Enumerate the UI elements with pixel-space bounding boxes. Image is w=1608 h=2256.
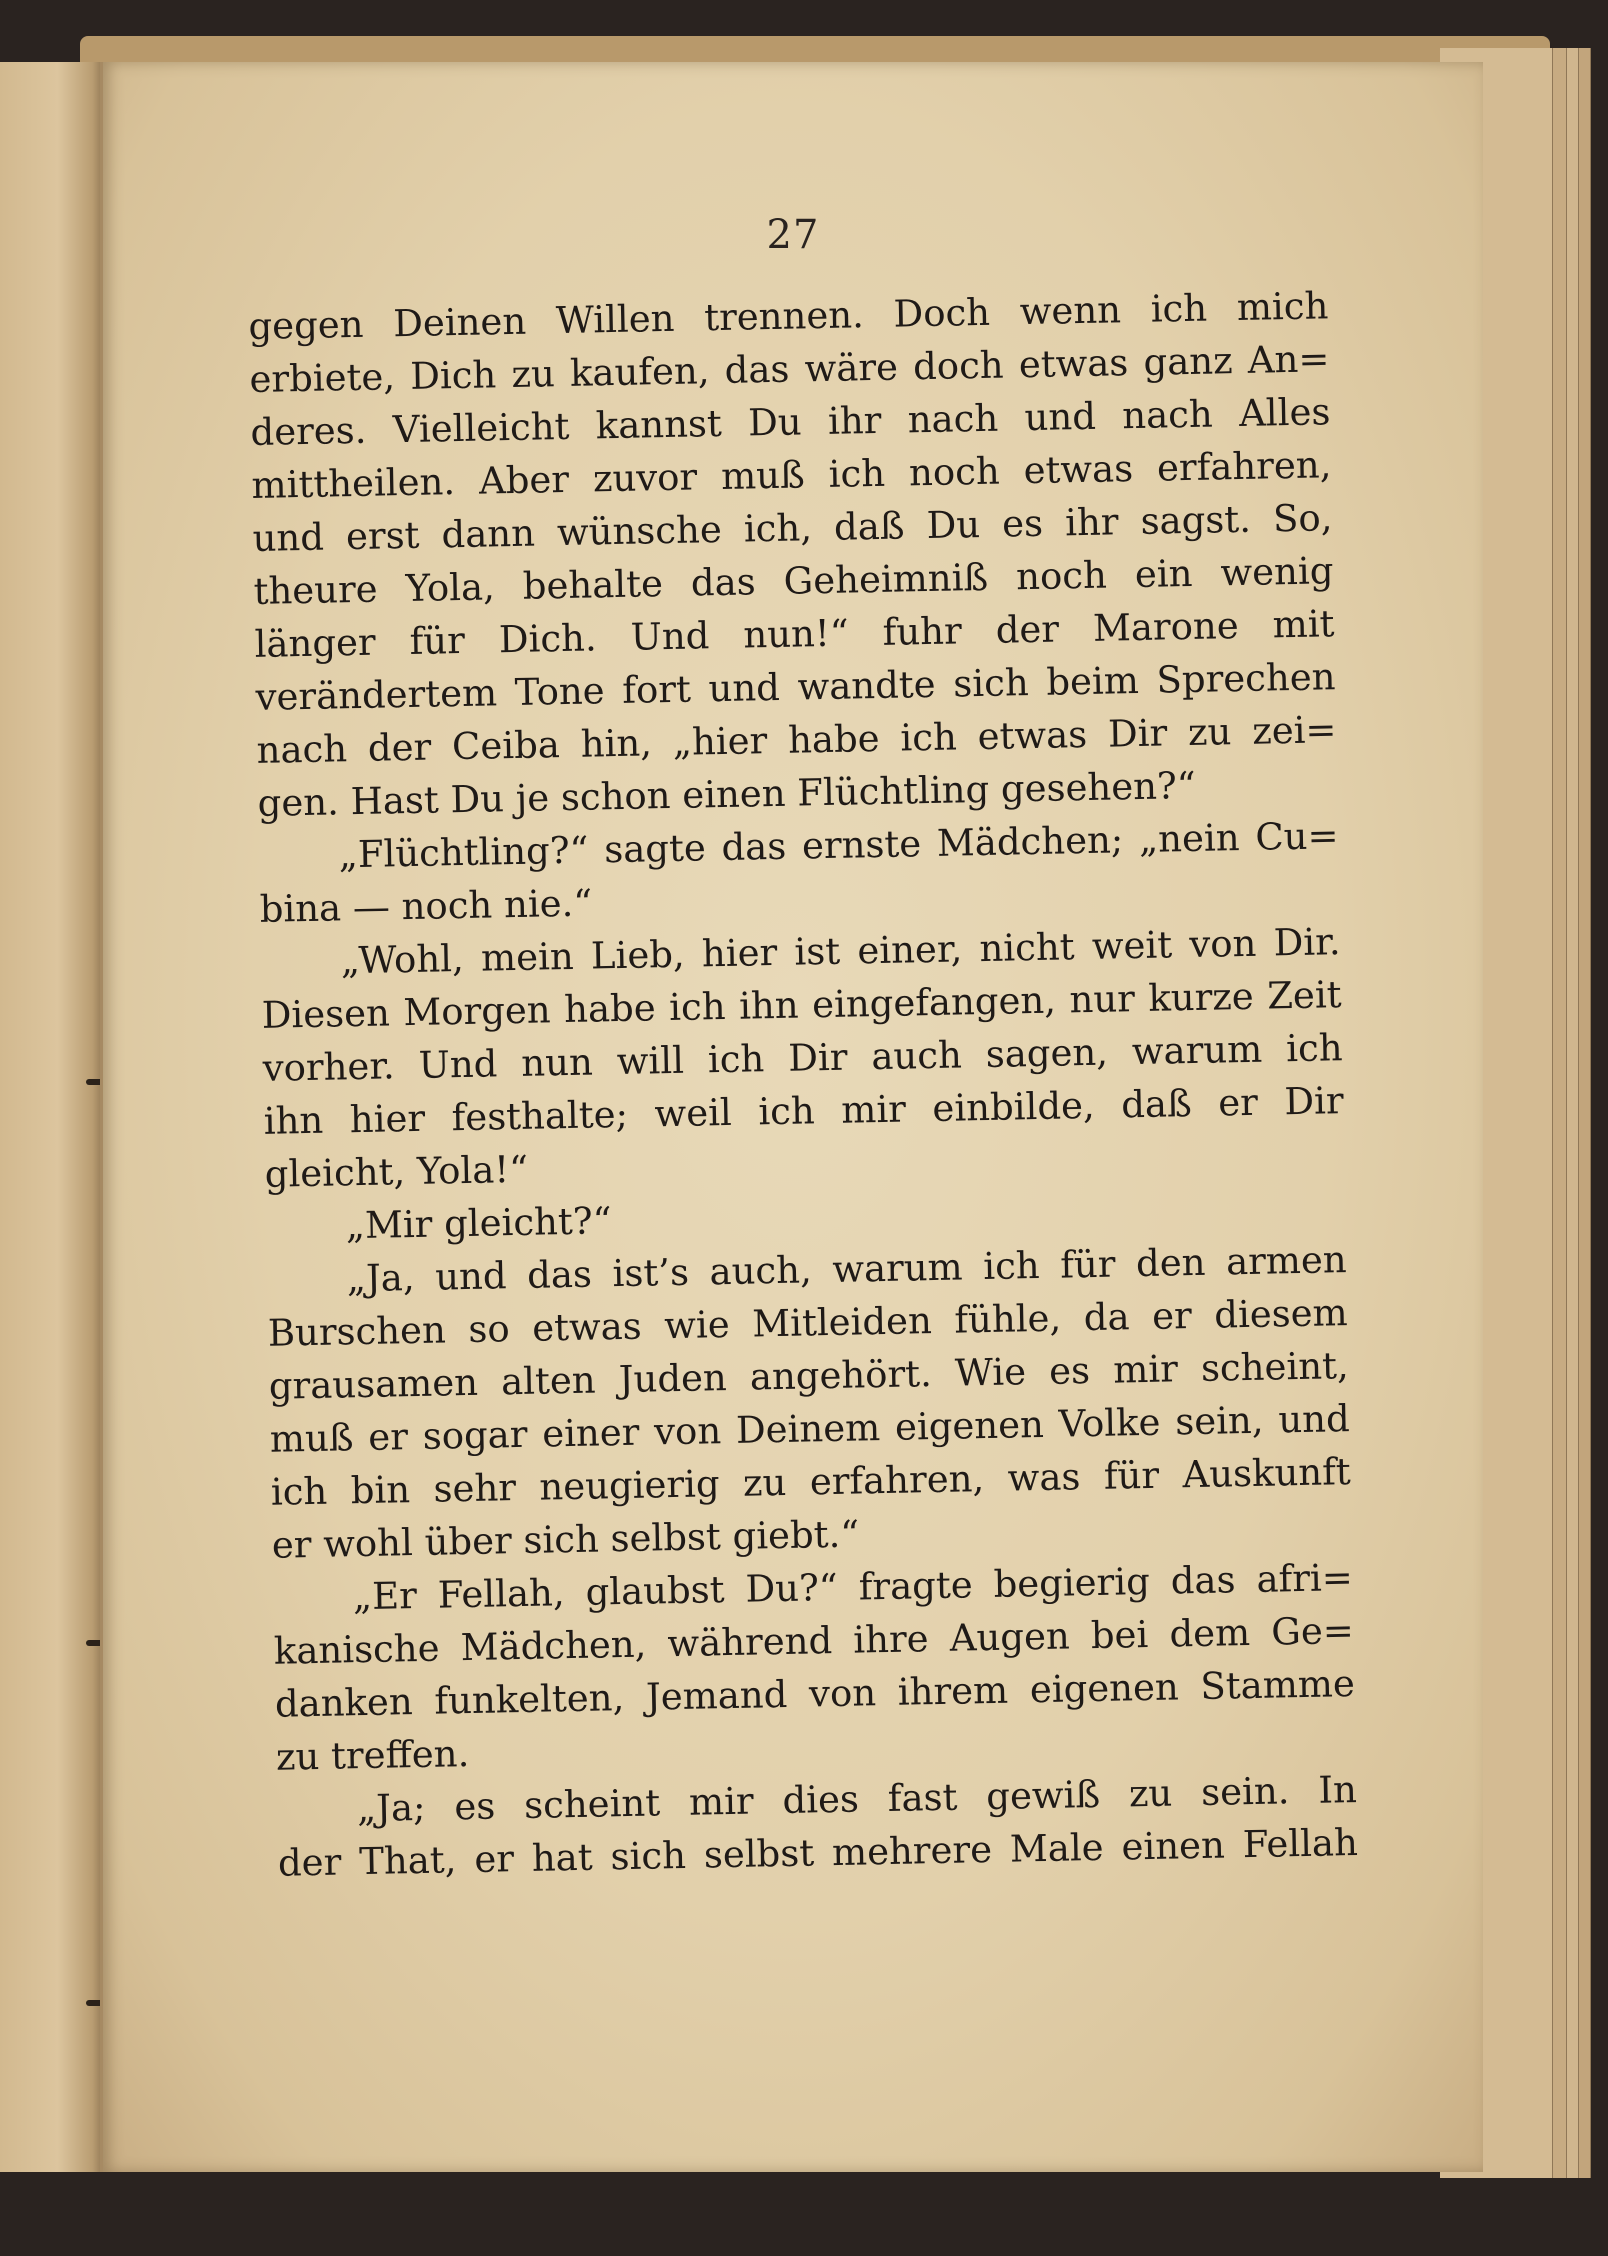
page-text bbox=[248, 279, 1358, 1889]
text-line: kanische Mädchen, während ihre Augen bei dem Ge= bbox=[273, 1609, 1355, 1673]
book-page bbox=[100, 62, 1483, 2172]
page-number: 27 bbox=[766, 212, 820, 258]
text-line: deres. Vielleicht kannst Du ihr nach und nach Alles bbox=[250, 390, 1331, 454]
text-line: danken funkelten, Jemand von ihrem eigenen Stamme bbox=[274, 1662, 1356, 1726]
text-line: und erst dann wünsche ich, daß Du es ihr sagst. So, bbox=[252, 496, 1333, 560]
text-line: Burschen so etwas wie Mitleiden fühle, da er diesem bbox=[267, 1291, 1349, 1355]
text-line: bina — noch nie.“ bbox=[259, 881, 593, 931]
text-line: „Ja; es scheint mir dies fast gewiß zu sein. In bbox=[356, 1767, 1358, 1831]
text-line: er wohl über sich selbst giebt.“ bbox=[271, 1512, 860, 1567]
text-line: verändertem Tone fort und wandte sich beim Sprechen bbox=[255, 655, 1336, 719]
text-line: erbiete, Dich zu kaufen, das wäre doch etwas ganz An= bbox=[249, 337, 1330, 401]
text-line: „Ja, und das ist’s auch, warum ich für den armen bbox=[346, 1238, 1348, 1301]
text-line: „Flüchtling?“ sagte das ernste Mädchen; „nein Cu= bbox=[338, 814, 1339, 877]
text-line: ihn hier festhalte; weil ich mir einbilde, daß er Dir bbox=[263, 1079, 1344, 1143]
text-line: theure Yola, behalte das Geheimniß noch ein wenig bbox=[253, 549, 1334, 613]
text-line: Diesen Morgen habe ich ihn eingefangen, nur kurze Zeit bbox=[261, 973, 1342, 1037]
text-line: vorher. Und nun will ich Dir auch sagen, warum ich bbox=[262, 1026, 1343, 1090]
text-line: gen. Hast Du je schon einen Flüchtling gesehen?“ bbox=[257, 763, 1197, 825]
text-line: „Wohl, mein Lieb, hier ist einer, nicht weit von Dir. bbox=[340, 920, 1341, 983]
text-line: muß er sogar einer von Deinem eigenen Volke sein, und bbox=[269, 1397, 1351, 1461]
text-line: der That, er hat sich selbst mehrere Male einen Fellah bbox=[277, 1820, 1359, 1885]
text-line: ich bin sehr neugierig zu erfahren, was für Auskunft bbox=[270, 1450, 1352, 1514]
text-line: gegen Deinen Willen trennen. Doch wenn ich mich bbox=[248, 284, 1329, 348]
previous-page-edge bbox=[0, 62, 107, 2172]
text-line: nach der Ceiba hin, „hier habe ich etwas Dir zu zei= bbox=[256, 708, 1337, 772]
text-line: zu treffen. bbox=[275, 1732, 470, 1779]
text-line: gleicht, Yola!“ bbox=[264, 1147, 529, 1196]
text-line: „Mir gleicht?“ bbox=[345, 1199, 612, 1248]
text-line: länger für Dich. Und nun!“ fuhr der Marone mit bbox=[254, 602, 1335, 666]
text-line: grausamen alten Juden angehört. Wie es mir scheint, bbox=[268, 1344, 1350, 1408]
text-line: mittheilen. Aber zuvor muß ich noch etwas erfahren, bbox=[251, 443, 1332, 507]
text-line: „Er Fellah, glaubst Du?“ fragte begierig das afri= bbox=[352, 1556, 1354, 1619]
